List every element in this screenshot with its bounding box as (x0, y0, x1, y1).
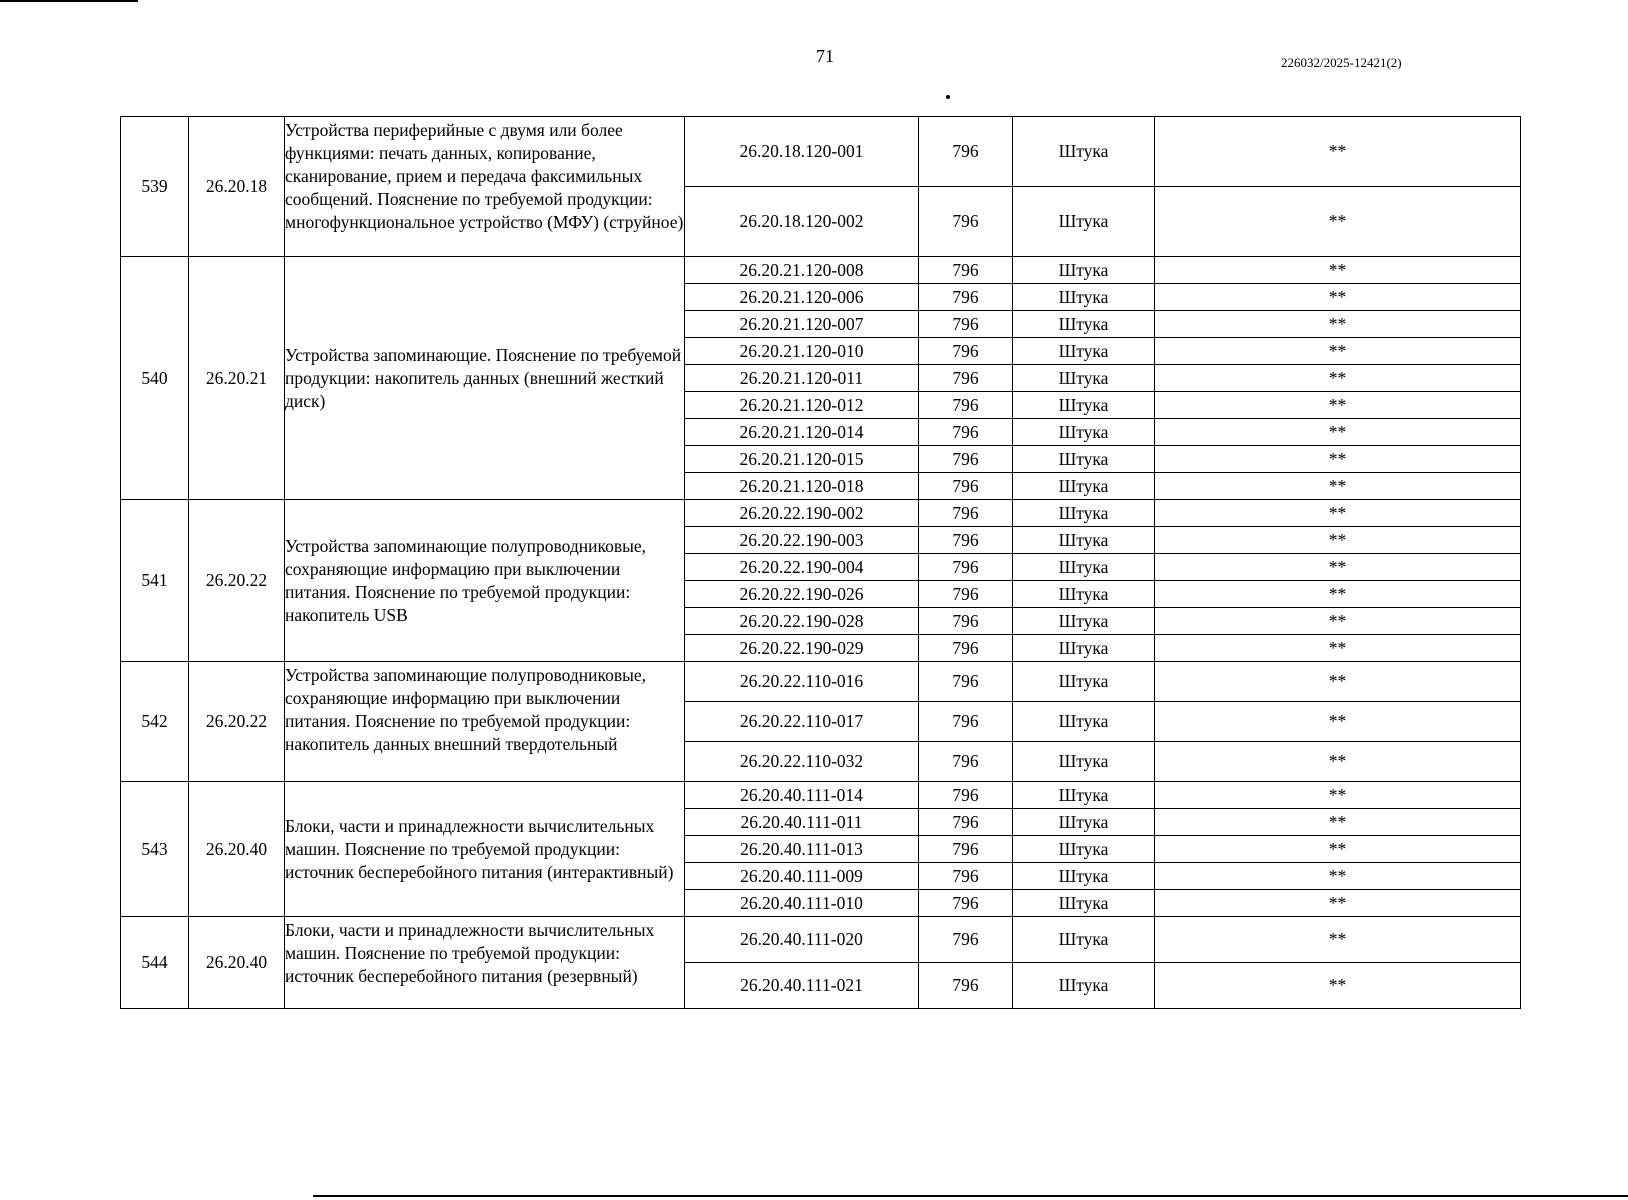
ktru-code: 26.20.22.110-032 (685, 742, 919, 782)
unit-name: Штука (1013, 581, 1155, 608)
unit-name: Штука (1013, 742, 1155, 782)
ktru-code: 26.20.21.120-012 (685, 392, 919, 419)
value-cell: ** (1155, 917, 1521, 963)
ktru-code: 26.20.21.120-007 (685, 311, 919, 338)
unit-name: Штука (1013, 917, 1155, 963)
ktru-code: 26.20.40.111-009 (685, 863, 919, 890)
value-cell: ** (1155, 187, 1521, 257)
value-cell: ** (1155, 338, 1521, 365)
ktru-code: 26.20.21.120-014 (685, 419, 919, 446)
unit-name: Штука (1013, 473, 1155, 500)
unit-name: Штука (1013, 338, 1155, 365)
top-rule (0, 0, 138, 2)
okei-code: 796 (919, 635, 1013, 662)
unit-name: Штука (1013, 809, 1155, 836)
okei-code: 796 (919, 284, 1013, 311)
row-number: 543 (121, 782, 189, 917)
ktru-code: 26.20.40.111-020 (685, 917, 919, 963)
ktru-code: 26.20.22.110-017 (685, 702, 919, 742)
okei-code: 796 (919, 117, 1013, 187)
ktru-code: 26.20.40.111-011 (685, 809, 919, 836)
value-cell: ** (1155, 662, 1521, 702)
scan-dot (946, 95, 950, 99)
row-number: 542 (121, 662, 189, 782)
okpd-code: 26.20.22 (189, 662, 285, 782)
product-name: Устройства периферийные с двумя или более функциями: печать данных, копирование, сканирование, прием и передача факсимильных сообщений. Пояснение по требуемой продукции: многофункциональное устройство (МФУ) (струйное) (285, 117, 685, 257)
okei-code: 796 (919, 782, 1013, 809)
ktru-code: 26.20.21.120-011 (685, 365, 919, 392)
ktru-code: 26.20.21.120-008 (685, 257, 919, 284)
ktru-code: 26.20.22.110-016 (685, 662, 919, 702)
value-cell: ** (1155, 365, 1521, 392)
ktru-code: 26.20.22.190-028 (685, 608, 919, 635)
unit-name: Штука (1013, 284, 1155, 311)
okpd-code: 26.20.22 (189, 500, 285, 662)
value-cell: ** (1155, 581, 1521, 608)
ktru-code: 26.20.22.190-029 (685, 635, 919, 662)
unit-name: Штука (1013, 963, 1155, 1009)
ktru-code: 26.20.40.111-014 (685, 782, 919, 809)
product-name: Устройства запоминающие. Пояснение по требуемой продукции: накопитель данных (внешний жесткий диск) (285, 257, 685, 500)
value-cell: ** (1155, 117, 1521, 187)
value-cell: ** (1155, 392, 1521, 419)
unit-name: Штука (1013, 257, 1155, 284)
okei-code: 796 (919, 662, 1013, 702)
okei-code: 796 (919, 702, 1013, 742)
okei-code: 796 (919, 392, 1013, 419)
products-table (120, 116, 1521, 1009)
value-cell: ** (1155, 635, 1521, 662)
table-row (121, 500, 1521, 527)
okei-code: 796 (919, 500, 1013, 527)
ktru-code: 26.20.40.111-013 (685, 836, 919, 863)
ktru-code: 26.20.40.111-010 (685, 890, 919, 917)
ktru-code: 26.20.18.120-001 (685, 117, 919, 187)
unit-name: Штука (1013, 554, 1155, 581)
row-number: 539 (121, 117, 189, 257)
product-name: Блоки, части и принадлежности вычислительных машин. Пояснение по требуемой продукции: источник бесперебойного питания (интерактивный) (285, 782, 685, 917)
value-cell: ** (1155, 527, 1521, 554)
bottom-rule (313, 1195, 1628, 1197)
unit-name: Штука (1013, 446, 1155, 473)
value-cell: ** (1155, 284, 1521, 311)
okei-code: 796 (919, 187, 1013, 257)
value-cell: ** (1155, 836, 1521, 863)
ktru-code: 26.20.21.120-010 (685, 338, 919, 365)
okei-code: 796 (919, 890, 1013, 917)
value-cell: ** (1155, 311, 1521, 338)
unit-name: Штука (1013, 527, 1155, 554)
value-cell: ** (1155, 863, 1521, 890)
okei-code: 796 (919, 527, 1013, 554)
unit-name: Штука (1013, 419, 1155, 446)
ktru-code: 26.20.21.120-015 (685, 446, 919, 473)
value-cell: ** (1155, 742, 1521, 782)
okei-code: 796 (919, 257, 1013, 284)
table-row (121, 117, 1521, 187)
value-cell: ** (1155, 963, 1521, 1009)
okei-code: 796 (919, 608, 1013, 635)
okei-code: 796 (919, 419, 1013, 446)
unit-name: Штука (1013, 863, 1155, 890)
ktru-code: 26.20.21.120-018 (685, 473, 919, 500)
value-cell: ** (1155, 419, 1521, 446)
okpd-code: 26.20.18 (189, 117, 285, 257)
okei-code: 796 (919, 836, 1013, 863)
table-row (121, 257, 1521, 284)
unit-name: Штука (1013, 500, 1155, 527)
okpd-code: 26.20.21 (189, 257, 285, 500)
unit-name: Штука (1013, 662, 1155, 702)
ktru-code: 26.20.22.190-003 (685, 527, 919, 554)
row-number: 544 (121, 917, 189, 1009)
okei-code: 796 (919, 446, 1013, 473)
row-number: 541 (121, 500, 189, 662)
unit-name: Штука (1013, 836, 1155, 863)
okei-code: 796 (919, 742, 1013, 782)
unit-name: Штука (1013, 392, 1155, 419)
okpd-code: 26.20.40 (189, 917, 285, 1009)
okei-code: 796 (919, 554, 1013, 581)
ktru-code: 26.20.22.190-026 (685, 581, 919, 608)
value-cell: ** (1155, 446, 1521, 473)
product-name: Устройства запоминающие полупроводниковые, сохраняющие информацию при выключении питания. Пояснение по требуемой продукции: накопитель данных внешний твердотельный (285, 662, 685, 782)
unit-name: Штука (1013, 890, 1155, 917)
value-cell: ** (1155, 702, 1521, 742)
ktru-code: 26.20.40.111-021 (685, 963, 919, 1009)
document-id: 226032/2025-12421(2) (1281, 55, 1402, 70)
ktru-code: 26.20.22.190-004 (685, 554, 919, 581)
row-number: 540 (121, 257, 189, 500)
unit-name: Штука (1013, 782, 1155, 809)
value-cell: ** (1155, 500, 1521, 527)
table-row (121, 782, 1521, 809)
value-cell: ** (1155, 257, 1521, 284)
page-number: 71 (816, 46, 834, 66)
table-row (121, 662, 1521, 702)
ktru-code: 26.20.18.120-002 (685, 187, 919, 257)
okei-code: 796 (919, 473, 1013, 500)
okei-code: 796 (919, 963, 1013, 1009)
value-cell: ** (1155, 890, 1521, 917)
unit-name: Штука (1013, 311, 1155, 338)
product-name: Устройства запоминающие полупроводниковые, сохраняющие информацию при выключении питания. Пояснение по требуемой продукции: накопитель USB (285, 500, 685, 662)
okpd-code: 26.20.40 (189, 782, 285, 917)
okei-code: 796 (919, 809, 1013, 836)
okei-code: 796 (919, 311, 1013, 338)
value-cell: ** (1155, 782, 1521, 809)
value-cell: ** (1155, 809, 1521, 836)
okei-code: 796 (919, 917, 1013, 963)
okei-code: 796 (919, 365, 1013, 392)
okei-code: 796 (919, 338, 1013, 365)
ktru-code: 26.20.22.190-002 (685, 500, 919, 527)
product-name: Блоки, части и принадлежности вычислительных машин. Пояснение по требуемой продукции: источник бесперебойного питания (резервный) (285, 917, 685, 1009)
table-row (121, 917, 1521, 963)
unit-name: Штука (1013, 635, 1155, 662)
value-cell: ** (1155, 554, 1521, 581)
unit-name: Штука (1013, 608, 1155, 635)
value-cell: ** (1155, 473, 1521, 500)
unit-name: Штука (1013, 187, 1155, 257)
unit-name: Штука (1013, 117, 1155, 187)
okei-code: 796 (919, 581, 1013, 608)
unit-name: Штука (1013, 365, 1155, 392)
value-cell: ** (1155, 608, 1521, 635)
okei-code: 796 (919, 863, 1013, 890)
unit-name: Штука (1013, 702, 1155, 742)
ktru-code: 26.20.21.120-006 (685, 284, 919, 311)
